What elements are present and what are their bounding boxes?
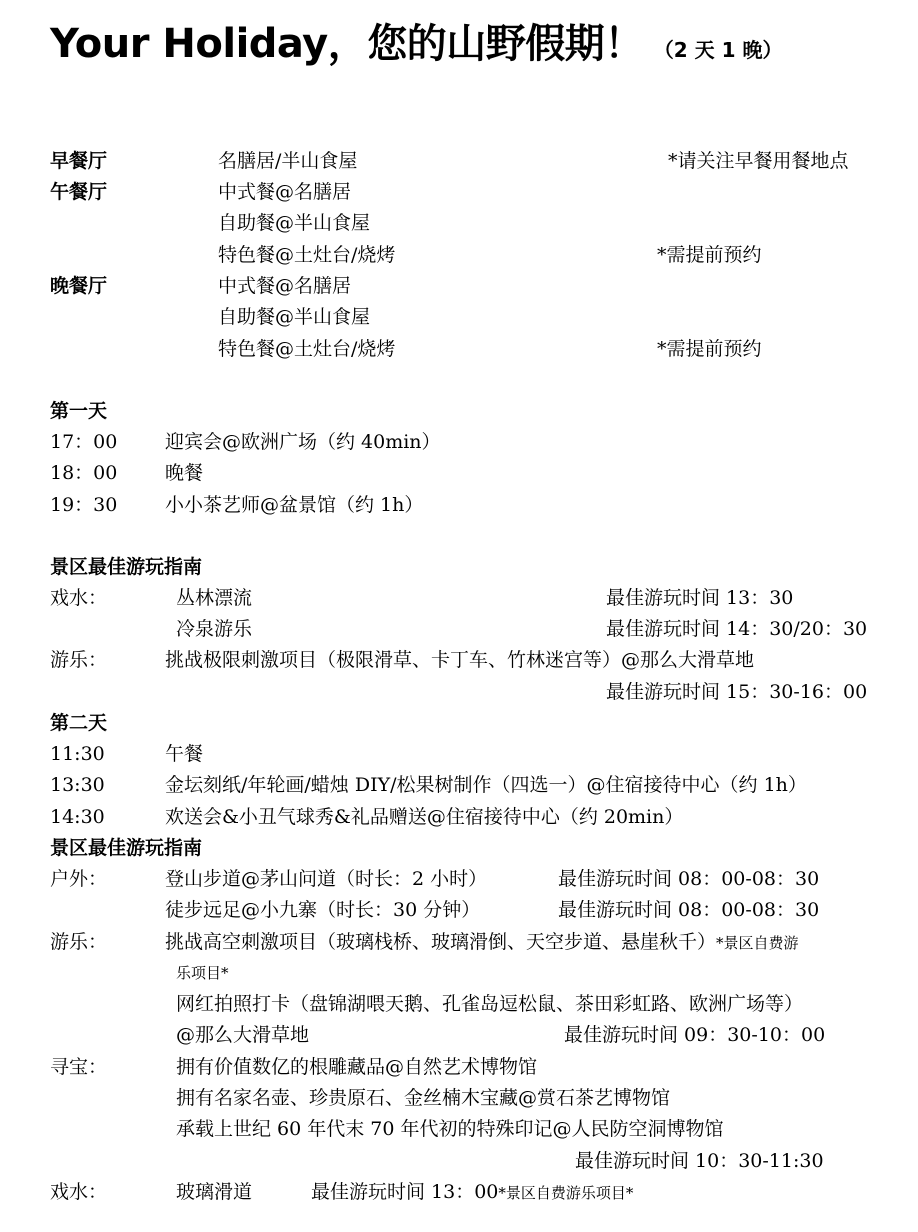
day2-heading: 第二天 [50, 712, 108, 734]
schedule-time: 17：00 [50, 431, 118, 453]
category-label: 戏水： [50, 1181, 108, 1203]
dinner-item: 中式餐@名膳居 [218, 275, 352, 297]
activity-name: 拥有名家名壶、珍贵原石、金丝楠木宝藏@赏石茶艺博物馆 [176, 1087, 671, 1109]
category-label: 寻宝： [50, 1056, 108, 1078]
page-title [50, 12, 782, 69]
breakfast-label: 早餐厅 [50, 150, 108, 172]
dinner-note: *需提前预约 [657, 338, 762, 360]
category-label: 游乐： [50, 649, 108, 671]
activity-name: 挑战极限刺激项目（极限滑草、卡丁车、竹林迷宫等）@那么大滑草地 [165, 649, 755, 671]
breakfast-venue: 名膳居/半山食屋 [218, 150, 358, 172]
guide-heading: 景区最佳游玩指南 [50, 837, 203, 859]
dinner-label: 晚餐厅 [50, 275, 108, 297]
schedule-event: 欢送会&小丑气球秀&礼品赠送@住宿接待中心（约 20min） [165, 806, 684, 828]
schedule-event: 金坛刻纸/年轮画/蜡烛 DIY/松果树制作（四选一）@住宿接待中心（约 1h） [165, 774, 807, 796]
lunch-label: 午餐厅 [50, 181, 108, 203]
activity-name: @那么大滑草地 [176, 1024, 310, 1046]
self-pay-note: 乐项目* [176, 964, 229, 982]
day1-heading: 第一天 [50, 400, 108, 422]
schedule-event: 午餐 [165, 743, 204, 765]
activity-name: 网红拍照打卡（盘锦湖喂天鹅、孔雀岛逗松鼠、茶田彩虹路、欧洲广场等） [176, 993, 804, 1015]
activity-name: 拥有价值数亿的根雕藏品@自然艺术博物馆 [176, 1056, 538, 1078]
best-time: 最佳游玩时间 08：00-08：30 [558, 899, 820, 921]
best-time: 最佳游玩时间 10：30-11:30 [575, 1150, 824, 1172]
activity-name: 徒步远足@小九寨（时长：30 分钟） [165, 899, 481, 921]
best-time-text: 最佳游玩时间 13：00 [311, 1181, 499, 1203]
schedule-time: 11:30 [50, 743, 105, 765]
activity-name: 玻璃滑道 [176, 1181, 253, 1203]
schedule-event: 小小茶艺师@盆景馆（约 1h） [165, 494, 424, 516]
best-time: 最佳游玩时间 08：00-08：30 [558, 868, 820, 890]
self-pay-note: *景区自费游 [716, 934, 799, 952]
category-label: 戏水： [50, 587, 108, 609]
activity-name: 冷泉游乐 [176, 618, 253, 640]
best-time: 最佳游玩时间 15：30-16：00 [606, 681, 868, 703]
best-time: 最佳游玩时间 09：30-10：00 [564, 1024, 826, 1046]
activity-name [165, 930, 799, 955]
schedule-time: 18：00 [50, 462, 118, 484]
title-duration: （2 天 1 晚） [653, 38, 783, 62]
category-label: 游乐： [50, 931, 108, 953]
activity-name: 承载上世纪 60 年代末 70 年代初的特殊印记@人民防空洞博物馆 [176, 1118, 724, 1140]
best-time: 最佳游玩时间 14：30/20：30 [606, 618, 868, 640]
schedule-time: 14:30 [50, 806, 105, 828]
lunch-item: 中式餐@名膳居 [218, 181, 352, 203]
activity-name: 登山步道@茅山问道（时长：2 小时） [165, 868, 488, 890]
schedule-time: 19：30 [50, 494, 118, 516]
lunch-note: *需提前预约 [657, 244, 762, 266]
lunch-item: 特色餐@土灶台/烧烤 [218, 244, 396, 266]
schedule-event: 迎宾会@欧洲广场（约 40min） [165, 431, 441, 453]
category-label: 户外： [50, 868, 108, 890]
guide-heading: 景区最佳游玩指南 [50, 556, 203, 578]
dinner-item: 特色餐@土灶台/烧烤 [218, 338, 396, 360]
breakfast-note: *请关注早餐用餐地点 [668, 150, 849, 172]
self-pay-note: *景区自费游乐项目* [498, 1184, 634, 1202]
activity-name: 丛林漂流 [176, 587, 253, 609]
activity-text: 挑战高空刺激项目（玻璃栈桥、玻璃滑倒、天空步道、悬崖秋千） [165, 931, 717, 953]
best-time [311, 1180, 633, 1205]
best-time: 最佳游玩时间 13：30 [606, 587, 794, 609]
lunch-item: 自助餐@半山食屋 [218, 212, 371, 234]
dinner-item: 自助餐@半山食屋 [218, 306, 371, 328]
title-main: Your Holiday，您的山野假期！ [50, 21, 644, 67]
schedule-event: 晚餐 [165, 462, 204, 484]
schedule-time: 13:30 [50, 774, 105, 796]
